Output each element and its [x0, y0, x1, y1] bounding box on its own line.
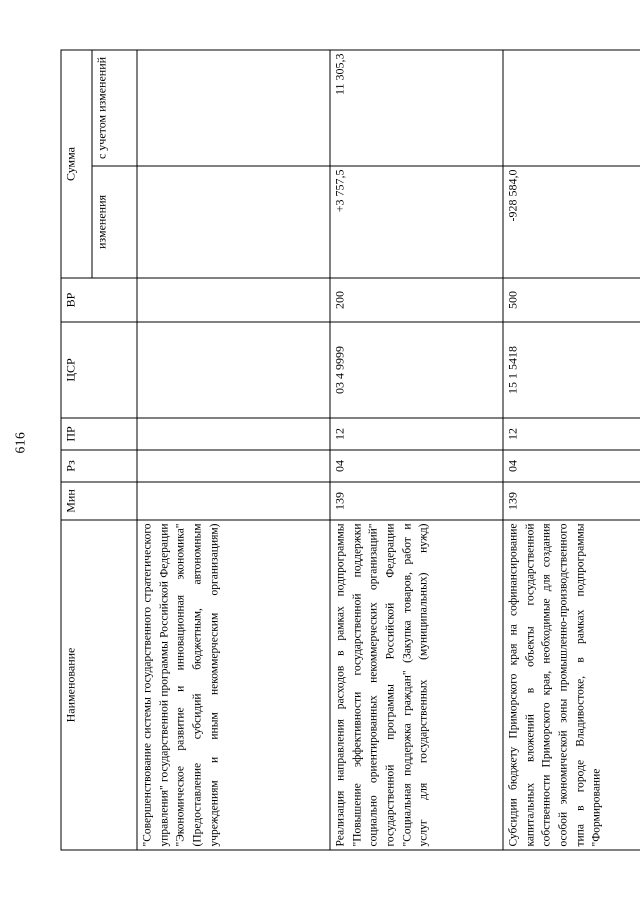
row-pr: 12 — [330, 418, 503, 450]
table-row — [503, 49, 640, 849]
page-number: 616 — [12, 431, 27, 453]
row-csr — [137, 322, 330, 418]
row-changes: +3 757,5 — [330, 166, 503, 278]
column-header-pr: ПР — [61, 418, 137, 450]
table-row — [137, 49, 330, 849]
row-rz: 04 — [503, 450, 640, 482]
row-name: Субсидии бюджету Приморского края на софинансирование капитальных вложений в объекты государственной собственности Приморского края, необходимые для создания особой экономической зоны промышленно-производственного типа в городе Владивостоке, в рамках подпрограммы "Формирование — [503, 520, 640, 850]
table-row — [330, 49, 503, 849]
row-with-changes: 11 305,3 — [330, 49, 503, 165]
column-header-min: Мин — [61, 482, 137, 520]
column-header-name: Наименование — [61, 520, 137, 850]
row-rz: 04 — [330, 450, 503, 482]
row-min: 139 — [330, 482, 503, 520]
row-with-changes — [503, 49, 640, 165]
row-csr: 03 4 9999 — [330, 322, 503, 418]
row-vr — [137, 278, 330, 322]
row-changes — [137, 166, 330, 278]
row-vr: 200 — [330, 278, 503, 322]
row-name: "Совершенствование системы государственного стратегического управления" государственной программы Российской Федерации "Экономическое развитие и инновационная экономика" (Предоставление субсидий бюджетным, автономным учреждениям и иным некоммерческим организациям) — [137, 520, 330, 850]
row-csr: 15 1 5418 — [503, 322, 640, 418]
row-pr: 12 — [503, 418, 640, 450]
row-rz — [137, 450, 330, 482]
table-header-row-1 — [61, 49, 92, 849]
row-min — [137, 482, 330, 520]
column-header-vr: ВР — [61, 278, 137, 322]
column-header-sum-group: Сумма — [61, 49, 92, 277]
document-sheet — [60, 50, 640, 850]
row-changes: -928 584,0 — [503, 166, 640, 278]
row-with-changes — [137, 49, 330, 165]
budget-appropriations-table — [60, 49, 640, 850]
column-header-csr: ЦСР — [61, 322, 137, 418]
row-vr: 500 — [503, 278, 640, 322]
row-min: 139 — [503, 482, 640, 520]
column-header-with-changes: с учетом изменений — [92, 49, 137, 165]
row-name: Реализация направления расходов в рамках подпрограммы "Повышение эффективности государственной поддержки социально ориентированных некоммерческих организаций" государственной программы Российской Федерации "Социальная поддержка граждан" (Закупка товаров, работ и услуг для государственных (муниципальных) нужд) — [330, 520, 503, 850]
column-header-rz: Рз — [61, 450, 137, 482]
row-pr — [137, 418, 330, 450]
column-header-changes: изменения — [92, 166, 137, 278]
